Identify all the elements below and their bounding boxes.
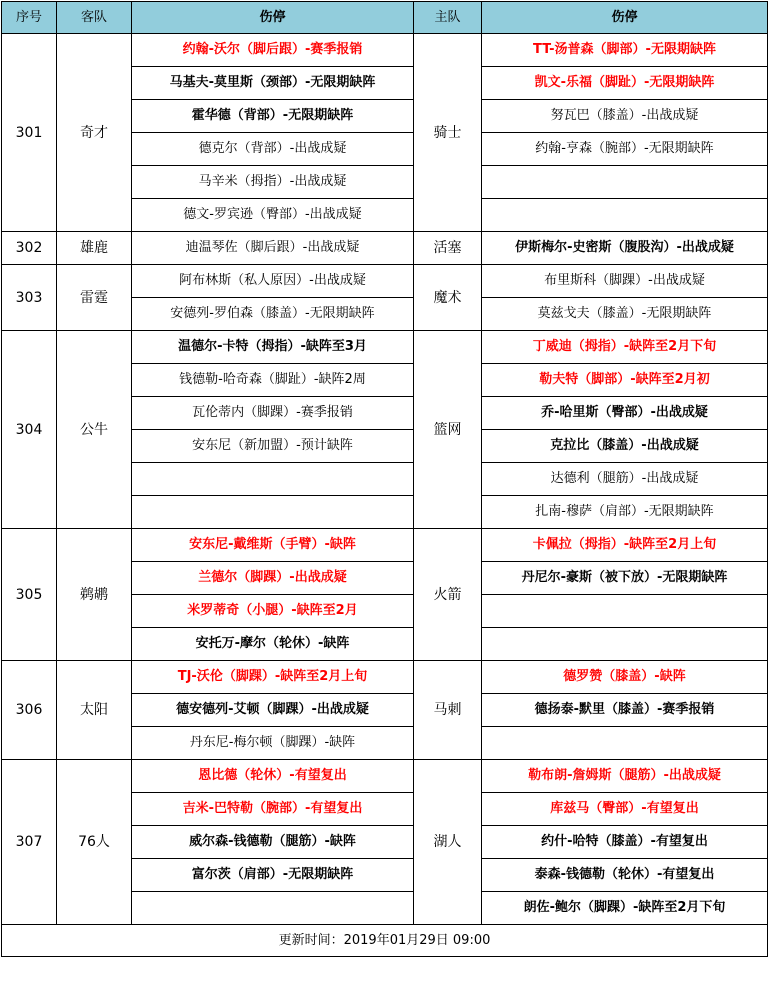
home-injury (482, 199, 768, 232)
away-injury: 兰德尔（脚踝）-出战成疑 (132, 562, 414, 595)
table-row (2, 265, 768, 298)
home-injury: 德扬泰-默里（膝盖）-赛季报销 (482, 694, 768, 727)
game-number: 306 (2, 661, 57, 760)
table-row (2, 232, 768, 265)
header-home-injuries: 伤停 (482, 2, 768, 34)
home-injury: 凯文-乐福（脚趾）-无限期缺阵 (482, 67, 768, 100)
away-injury: 恩比德（轮休）-有望复出 (132, 760, 414, 793)
home-injury (482, 727, 768, 760)
away-injury: 迪温琴佐（脚后跟）-出战成疑 (132, 232, 414, 265)
table-row (2, 34, 768, 67)
home-injury: 勒夫特（脚部）-缺阵至2月初 (482, 364, 768, 397)
away-injury: 吉米-巴特勒（腕部）-有望复出 (132, 793, 414, 826)
home-injury: 伊斯梅尔-史密斯（腹股沟）-出战成疑 (482, 232, 768, 265)
away-injury: 丹东尼-梅尔顿（脚踝）-缺阵 (132, 727, 414, 760)
away-injury: 约翰-沃尔（脚后跟）-赛季报销 (132, 34, 414, 67)
away-injury: 德克尔（背部）-出战成疑 (132, 133, 414, 166)
home-injury: 达德利（腿筋）-出战成疑 (482, 463, 768, 496)
away-injury: 安东尼-戴维斯（手臂）-缺阵 (132, 529, 414, 562)
table-body (2, 34, 768, 925)
away-injury: 瓦伦蒂内（脚踝）-赛季报销 (132, 397, 414, 430)
home-injury: 约什-哈特（膝盖）-有望复出 (482, 826, 768, 859)
away-team: 雄鹿 (57, 232, 132, 265)
away-injury: 威尔森-钱德勒（腿筋）-缺阵 (132, 826, 414, 859)
away-team: 76人 (57, 760, 132, 925)
away-team: 鹈鹕 (57, 529, 132, 661)
home-injury (482, 628, 768, 661)
home-injury: 布里斯科（脚踝）-出战成疑 (482, 265, 768, 298)
away-injury: 德文-罗宾逊（臀部）-出战成疑 (132, 199, 414, 232)
away-injury: 马基夫-莫里斯（颈部）-无限期缺阵 (132, 67, 414, 100)
away-injury: TJ-沃伦（脚踝）-缺阵至2月上旬 (132, 661, 414, 694)
home-injury: 努瓦巴（膝盖）-出战成疑 (482, 100, 768, 133)
home-injury: 扎南-穆萨（肩部）-无限期缺阵 (482, 496, 768, 529)
header-away-injuries: 伤停 (132, 2, 414, 34)
home-team: 马刺 (414, 661, 482, 760)
away-injury: 钱德勒-哈奇森（脚趾）-缺阵2周 (132, 364, 414, 397)
home-injury: 乔-哈里斯（臀部）-出战成疑 (482, 397, 768, 430)
footer-row (2, 925, 768, 957)
update-time: 更新时间：2019年01月29日 09:00 (2, 925, 768, 957)
injury-table (1, 1, 768, 957)
table-row (2, 529, 768, 562)
home-team: 魔术 (414, 265, 482, 331)
table-row (2, 331, 768, 364)
away-injury: 德安德列-艾顿（脚踝）-出战成疑 (132, 694, 414, 727)
away-injury: 马辛米（拇指）-出战成疑 (132, 166, 414, 199)
home-team: 湖人 (414, 760, 482, 925)
away-injury: 安德列-罗伯森（膝盖）-无限期缺阵 (132, 298, 414, 331)
home-team: 活塞 (414, 232, 482, 265)
home-injury: 丁威迪（拇指）-缺阵至2月下旬 (482, 331, 768, 364)
away-team: 雷霆 (57, 265, 132, 331)
home-injury: 克拉比（膝盖）-出战成疑 (482, 430, 768, 463)
away-injury: 富尔茨（肩部）-无限期缺阵 (132, 859, 414, 892)
game-number: 305 (2, 529, 57, 661)
home-injury: 丹尼尔-豪斯（被下放）-无限期缺阵 (482, 562, 768, 595)
away-injury: 霍华德（背部）-无限期缺阵 (132, 100, 414, 133)
away-injury: 温德尔-卡特（拇指）-缺阵至3月 (132, 331, 414, 364)
home-injury: 德罗赞（膝盖）-缺阵 (482, 661, 768, 694)
home-team: 火箭 (414, 529, 482, 661)
home-injury: 朗佐-鲍尔（脚踝）-缺阵至2月下旬 (482, 892, 768, 925)
home-injury: 勒布朗-詹姆斯（腿筋）-出战成疑 (482, 760, 768, 793)
away-injury (132, 892, 414, 925)
game-number: 303 (2, 265, 57, 331)
home-injury: TT-汤普森（脚部）-无限期缺阵 (482, 34, 768, 67)
away-injury (132, 496, 414, 529)
away-team: 太阳 (57, 661, 132, 760)
away-injury: 阿布林斯（私人原因）-出战成疑 (132, 265, 414, 298)
home-injury: 泰森-钱德勒（轮休）-有望复出 (482, 859, 768, 892)
table-row (2, 661, 768, 694)
header-home: 主队 (414, 2, 482, 34)
home-injury: 莫兹戈夫（膝盖）-无限期缺阵 (482, 298, 768, 331)
away-injury (132, 463, 414, 496)
home-injury (482, 595, 768, 628)
game-number: 302 (2, 232, 57, 265)
game-number: 307 (2, 760, 57, 925)
home-injury: 卡佩拉（拇指）-缺阵至2月上旬 (482, 529, 768, 562)
table-row (2, 760, 768, 793)
away-injury: 安托万-摩尔（轮休）-缺阵 (132, 628, 414, 661)
game-number: 301 (2, 34, 57, 232)
home-injury (482, 166, 768, 199)
home-team: 篮网 (414, 331, 482, 529)
home-injury: 库兹马（臀部）-有望复出 (482, 793, 768, 826)
game-number: 304 (2, 331, 57, 529)
away-team: 公牛 (57, 331, 132, 529)
home-team: 骑士 (414, 34, 482, 232)
header-away: 客队 (57, 2, 132, 34)
away-injury: 米罗蒂奇（小腿）-缺阵至2月 (132, 595, 414, 628)
away-team: 奇才 (57, 34, 132, 232)
header-row (2, 2, 768, 34)
home-injury: 约翰-亨森（腕部）-无限期缺阵 (482, 133, 768, 166)
away-injury: 安东尼（新加盟）-预计缺阵 (132, 430, 414, 463)
header-num: 序号 (2, 2, 57, 34)
